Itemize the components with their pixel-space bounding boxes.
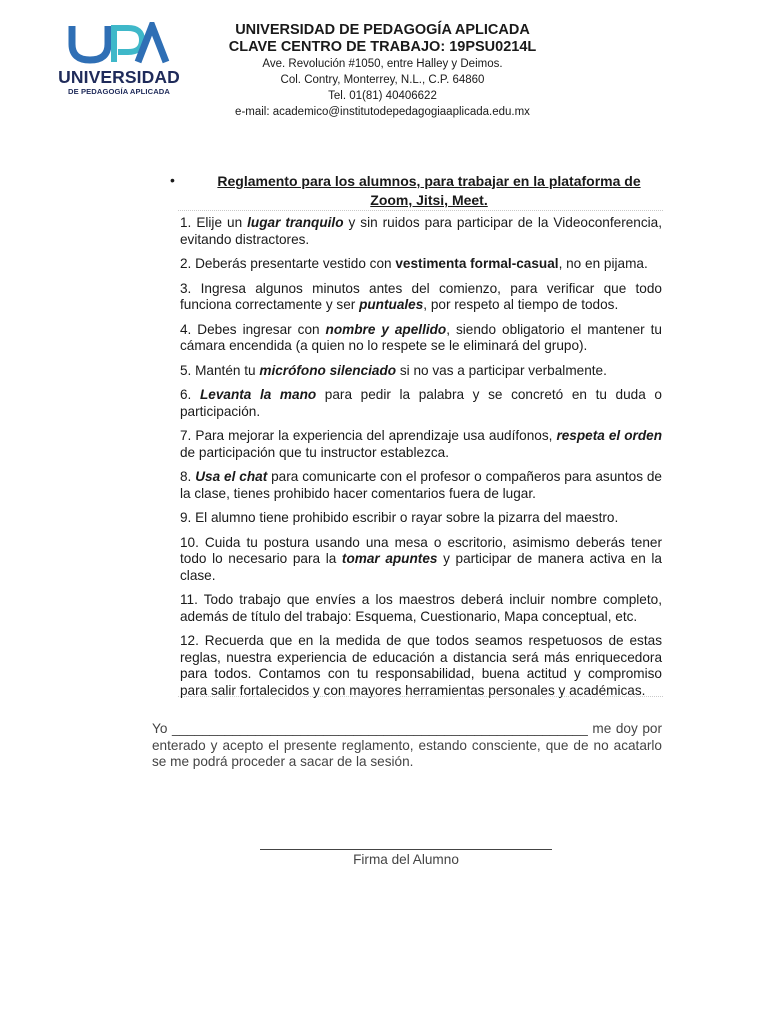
document-header (190, 22, 575, 120)
rule-text: y sin ruidos para participar de la Videoconferencia, evitando distractores. (180, 215, 663, 247)
rule-item (180, 633, 662, 699)
regulation-heading (170, 172, 670, 210)
rule-emphasis: tomar apuntes (341, 551, 438, 566)
rule-text: 5. Mantén tu (180, 362, 260, 378)
rule-text: 8. (180, 469, 196, 484)
address-line-1: Ave. Revolución #1050, entre Halley y Deimos. (262, 58, 503, 70)
rule-text: para comunicarte con el profesor o compañeros para asuntos de la clase, tienes prohibido hacer comentarios fuera de lugar. (180, 469, 662, 501)
rule-emphasis: puntuales (359, 297, 424, 312)
rule-text: 10. Cuida tu postura usando una mesa o escritorio, asimismo deberás tener todo lo necesario para la (180, 534, 662, 566)
rule-text: y participar de manera activa en la clase. (180, 551, 662, 583)
dotted-divider (178, 696, 663, 697)
rule-text: , siendo obligatorio el mantener tu cámara encendida (a quien no lo respete se le eliminará del grupo). (180, 321, 662, 353)
rule-item (180, 469, 662, 502)
logo-name: UNIVERSIDAD (58, 67, 180, 87)
rule-emphasis: lugar tranquilo (247, 215, 344, 230)
regulation-title-line-1: Reglamento para los alumnos, para trabajar en la plataforma de (217, 173, 641, 189)
logo-subname: DE PEDAGOGÍA APLICADA (68, 87, 170, 96)
rule-item (180, 535, 662, 585)
rule-text: 3. Ingresa algunos minutos antes del comienzo, para verificar que todo funciona correctamente y ser (180, 280, 662, 312)
upa-logo-icon (66, 22, 170, 66)
rule-item (180, 428, 662, 461)
regulation-title-line-2: Zoom, Jitsi, Meet. (370, 192, 488, 208)
rule-text: 2. Deberás presentarte vestido con (180, 256, 396, 271)
dotted-divider (178, 210, 663, 211)
rule-emphasis: respeta el orden (556, 428, 662, 443)
rule-emphasis: Usa el chat (195, 469, 268, 484)
rule-emphasis: micrófono silenciado (259, 362, 397, 378)
clave-centro: CLAVE CENTRO DE TRABAJO: 19PSU0214L (228, 39, 537, 55)
rule-text: para pedir la palabra y se concretó en tu duda o participación. (180, 387, 662, 419)
rule-item (180, 215, 662, 248)
rule-emphasis: nombre y apellido (325, 321, 447, 337)
agreement-statement: Yo _______________________________________________________ me doy por enterado y acepto el presente reglamento, estando consciente, que de no acatarlo se me podrá proceder a sacar de la sesión. (152, 721, 662, 769)
rule-item (180, 592, 662, 625)
rule-item (180, 387, 662, 420)
institution-title: UNIVERSIDAD DE PEDAGOGÍA APLICADA (235, 22, 530, 38)
rule-text: , no en pijama. (558, 256, 648, 271)
phone: Tel. 01(81) 40406622 (328, 90, 437, 102)
rule-text: 6. (180, 387, 200, 402)
rule-text: 1. Elije un (180, 215, 248, 230)
rule-item (180, 510, 662, 527)
rules-list (180, 215, 662, 707)
rule-emphasis: Levanta la mano (199, 387, 317, 402)
rule-text: si no vas a participar verbalmente. (396, 362, 607, 378)
rule-item (180, 256, 662, 273)
email: e-mail: academico@institutodepedagogiaaplicada.edu.mx (235, 106, 530, 118)
rule-text: 4. Debes ingresar con (180, 321, 326, 337)
rule-item (180, 363, 662, 380)
rule-text: 12. Recuerda que en la medida de que todos seamos respetuosos de estas reglas, nuestra experiencia de educación a distancia será más enriquecedora para todos. Contamos con tu responsabilidad, buena actitud y compromiso para salir fortalecidos y con mayores herramientas personales y académicas. (180, 633, 662, 698)
bullet-icon: • (170, 172, 175, 188)
rule-text: 7. Para mejorar la experiencia del aprendizaje usa audífonos, (180, 428, 557, 443)
signature-line (260, 849, 552, 850)
address-line-2: Col. Contry, Monterrey, N.L., C.P. 64860 (280, 74, 485, 86)
rule-text: 9. El alumno tiene prohibido escribir o rayar sobre la pizarra del maestro. (180, 510, 619, 525)
signature-label: Firma del Alumno (353, 852, 459, 867)
rule-emphasis: vestimenta formal-casual (395, 256, 559, 271)
rule-text: , por respeto al tiempo de todos. (423, 297, 619, 312)
regulation-title (188, 172, 670, 210)
rule-text: de participación que tu instructor establezca. (180, 444, 450, 460)
rule-item (180, 281, 662, 314)
rule-text: 11. Todo trabajo que envíes a los maestros deberá incluir nombre completo, además de título del trabajo: Esquema, Cuestionario, Mapa conceptual, etc. (180, 592, 662, 624)
rule-item (180, 322, 662, 355)
university-logo (58, 22, 180, 100)
